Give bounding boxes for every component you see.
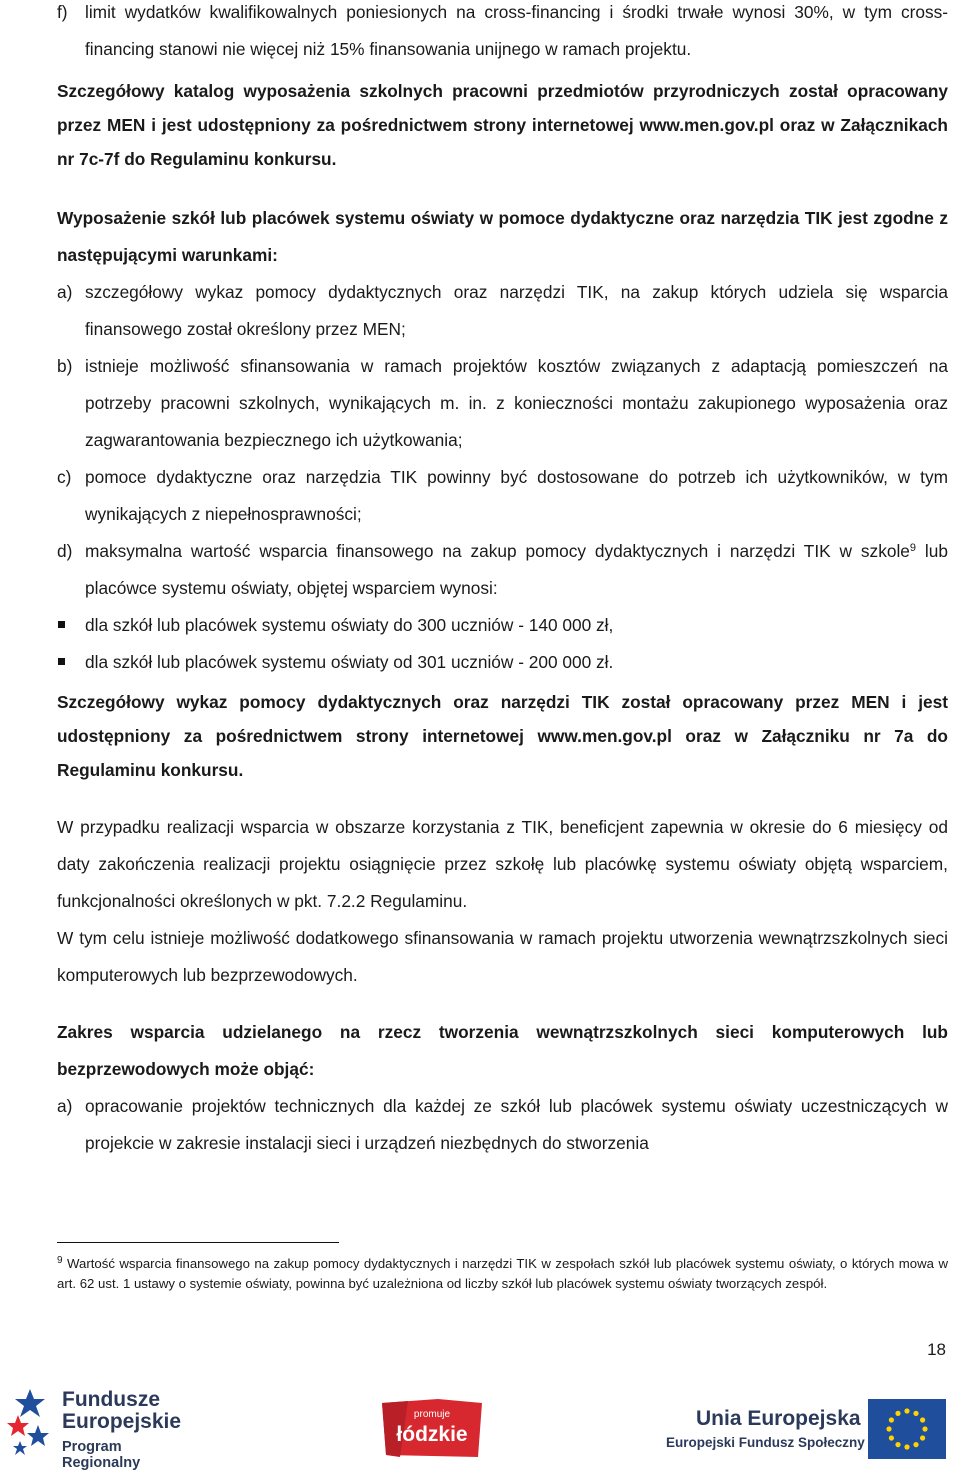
bullet-item: dla szkół lub placówek systemu oświaty do 300 uczniów - 140 000 zł, <box>57 607 948 644</box>
network-list-item-a: a) opracowanie projektów technicznych dla każdej ze szkół lub placówek systemu oświaty uczestniczących w projekcie w zakresie instalacji sieci i urządzeń niezbędnych do stworzenia <box>57 1096 948 1153</box>
footnote <box>57 1254 948 1294</box>
lodzkie-line1: promuje <box>413 1409 451 1420</box>
ue-subtitle: Europejski Fundusz Społeczny <box>666 1435 865 1450</box>
network-heading: Zakres wsparcia udzielanego na rzecz tworzenia wewnątrzszkolnych sieci komputerowych lub bezprzewodowych może objąć: <box>57 1022 948 1079</box>
square-bullet-icon <box>58 621 65 628</box>
tik-heading: Wyposażenie szkół lub placówek systemu oświaty w pomoce dydaktyczne oraz narzędzia TIK jest zgodne z następującymi warunkami: <box>57 208 948 265</box>
document-page <box>57 0 948 1162</box>
lodzkie-logo <box>378 1397 486 1459</box>
lodzkie-line2: łódzkie <box>396 1423 468 1446</box>
square-bullet-icon <box>58 658 65 665</box>
fe-line2: Europejskie <box>62 1410 182 1433</box>
ue-title: Unia Europejska <box>696 1407 861 1430</box>
network-paragraph-1: W przypadku realizacji wsparcia w obszarze korzystania z TIK, beneficjent zapewnia w okresie do 6 miesięcy od daty zakończenia realizacji projektu osiągnięcie przez szkołę lub placówkę systemu oświaty objętą wsparciem, funkcjonalności określonych w pkt. 7.2.2 Regulaminu. <box>57 817 948 911</box>
fundusze-europejskie-logo <box>4 1385 199 1471</box>
footer-logos <box>0 1385 960 1472</box>
fe-line3: Program Regionalny <box>62 1439 141 1471</box>
eu-flag-icon <box>868 1399 946 1459</box>
page-number: 18 <box>927 1340 946 1359</box>
catalog-paragraph: Szczegółowy katalog wyposażenia szkolnych pracowni przedmiotów przyrodniczych został opracowany przez MEN i jest udostępniony za pośrednictwem strony internetowej www.men.gov.pl oraz w Załącznikach nr 7c-7f do Regulaminu konkursu. <box>57 81 948 169</box>
footnote-ref[interactable]: 9 <box>909 542 917 554</box>
list-item-d: d) maksymalna wartość wsparcia finansowego na zakup pomocy dydaktycznych i narzędzi TIK w szkole$^9$ lub placówce systemu oświaty, objętej wsparciem wynosi: <box>57 541 948 598</box>
list-item-c: c) pomoce dydaktyczne oraz narzędzia TIK powinny być dostosowane do potrzeb ich użytkowników, w tym wynikających z niepełnosprawności; <box>57 467 948 524</box>
list-label: f) <box>57 2 68 22</box>
list-text: limit wydatków kwalifikowalnych poniesionych na cross-financing i środki trwałe wynosi 30%, w tym cross-financing stanowi nie więcej niż 15% finansowania unijnego w ramach projektu. <box>85 2 948 59</box>
network-paragraph-2: W tym celu istnieje możliwość dodatkowego sfinansowania w ramach projektu utworzenia wewnątrzszkolnych sieci komputerowych lub bezprzewodowych. <box>57 928 948 985</box>
list-item-b: b) istnieje możliwość sfinansowania w ramach projektów kosztów związanych z adaptacją pomieszczeń na potrzeby pracowni szkolnych, wynikających m. in. z konieczności montażu zakupionego wyposażenia oraz zagwarantowania bezpiecznego ich użytkowania; <box>57 356 948 450</box>
footnote-number: 9 <box>57 1255 63 1266</box>
list-item-a: a) szczegółowy wykaz pomocy dydaktycznych oraz narzędzi TIK, na zakup których udziela się wsparcia finansowego został określony przez MEN; <box>57 282 948 339</box>
footnote-divider <box>57 1242 339 1243</box>
fe-stars-icon <box>4 1385 56 1465</box>
list-item-f <box>57 0 948 68</box>
tik-closing-paragraph: Szczegółowy wykaz pomocy dydaktycznych oraz narzędzi TIK został opracowany przez MEN i jest udostępniony za pośrednictwem strony internetowej www.men.gov.pl oraz w Załączniku nr 7a do Regulaminu konkursu. <box>57 692 948 780</box>
footnote-text: Wartość wsparcia finansowego na zakup pomocy dydaktycznych i narzędzi TIK w zespołach szkół lub placówek systemu oświaty, o których mowa w art. 62 ust. 1 ustawy o systemie oświaty, powinna być uzależniona od liczby szkół lub placówek systemu oświaty tworzących zespół. <box>57 1256 948 1291</box>
fe-line1: Fundusze <box>62 1388 160 1411</box>
bullet-item: dla szkół lub placówek systemu oświaty od 301 uczniów - 200 000 zł. <box>57 644 948 681</box>
